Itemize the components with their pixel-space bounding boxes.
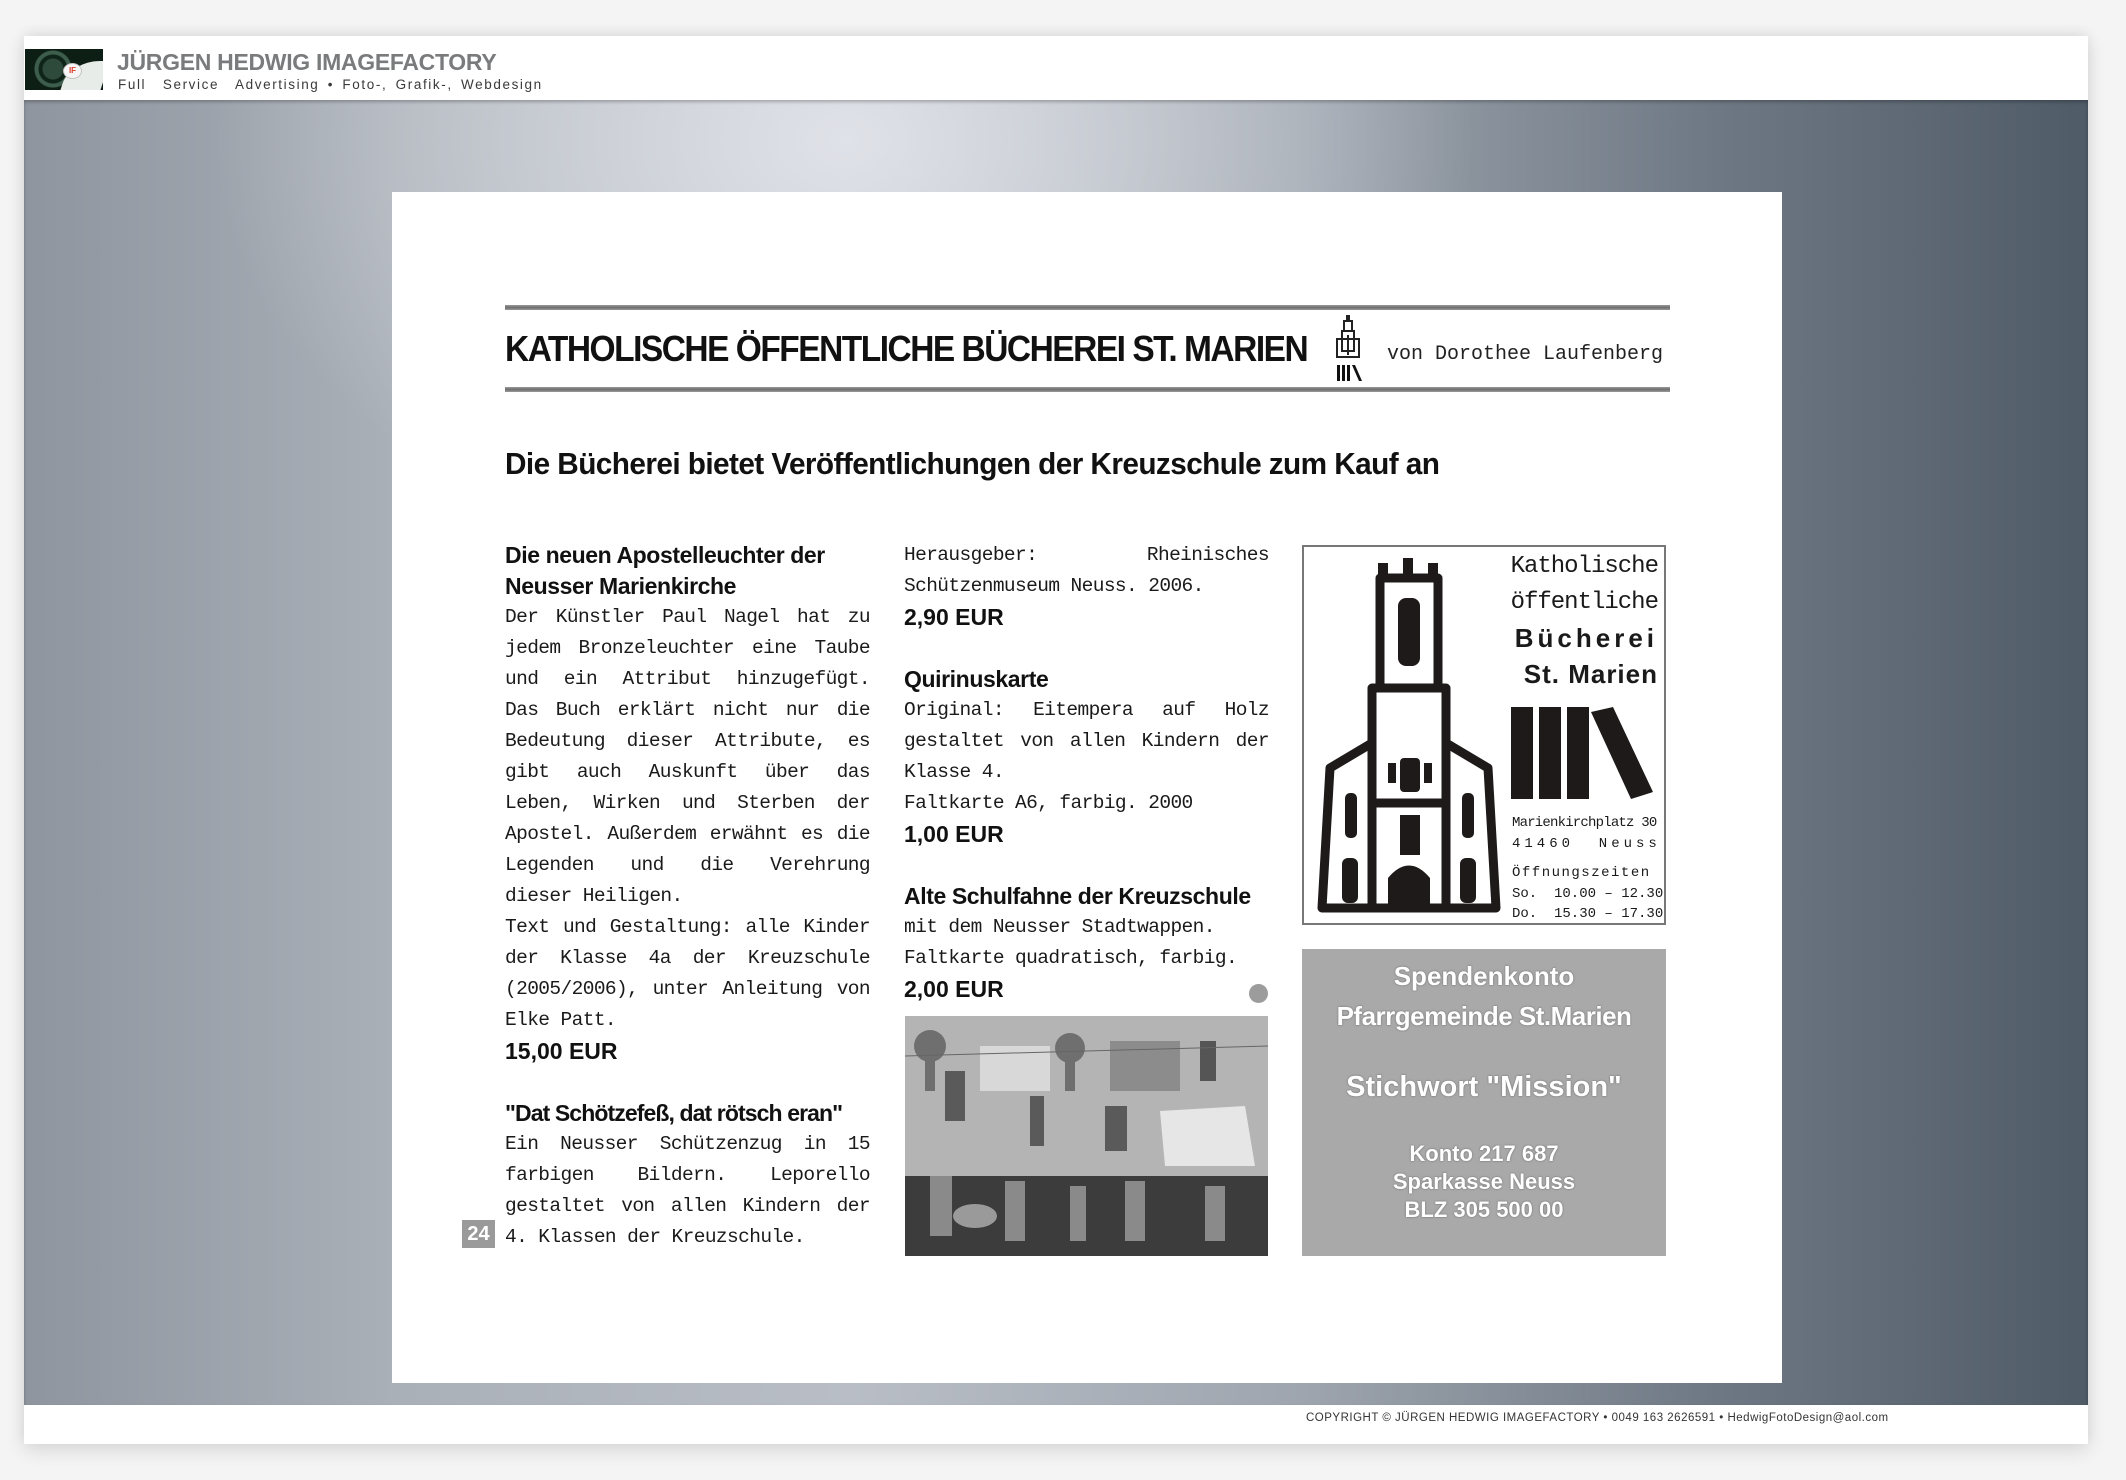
donation-keyword: Stichwort "Mission" [1346,1071,1622,1103]
library-logo-line-2: öffentliche [1510,589,1658,616]
library-street: Marienkirchplatz 30 [1512,815,1657,831]
donation-box [1302,949,1666,1256]
gray-dot-marker [1249,984,1268,1003]
page-number-badge: 24 [462,1220,495,1248]
page-frame [24,36,2088,1444]
section-title: KATHOLISCHE ÖFFENTLICHE BÜCHEREI ST. MARIEN [505,328,1308,369]
library-logo-box [1302,545,1666,925]
site-banner [24,36,2088,100]
article-price: 2,90 EUR [904,604,1004,630]
donation-heading: Spendenkonto [1393,961,1575,991]
magazine-page [392,192,1782,1383]
church-books-mini-icon [1334,315,1364,383]
article-format: Faltkarte A6, farbig. 2000 [904,792,1193,814]
article-credits: Text und Gestaltung: alle Kinder der Klasse 4a der Kreuzschule (2005/2006), unter Anleitung von Elke Patt. [505,916,870,1031]
logo-badge: IF [63,63,82,79]
article-title: Neusser Marienkirche [505,573,737,599]
copyright-footer: COPYRIGHT © JÜRGEN HEDWIG IMAGEFACTORY • 0049 163 2626591 • HedwigFotoDesign@aol.com [1306,1412,1889,1424]
library-logo-line-4: St. Marien [1523,659,1658,689]
article-body: Original: Eitempera auf Holz gestaltet von allen Kindern der Klasse 4. [904,699,1269,783]
article-title: Alte Schulfahne der Kreuzschule [904,883,1251,909]
library-logo-line-1: Katholische [1510,553,1658,580]
article-title: Quirinuskarte [904,666,1049,692]
author-byline: von Dorothee Laufenberg [1387,343,1664,366]
article-price: 1,00 EUR [904,821,1004,847]
library-city: 41460 Neuss [1512,836,1661,852]
article-price: 15,00 EUR [505,1038,618,1064]
article-price: 2,00 EUR [904,976,1004,1002]
article-body: Der Künstler Paul Nagel hat zu jedem Bronzeleuchter eine Taube und ein Attribut hinzugefügt. Das Buch erklärt nicht nur die Bedeutung dieser Attribute, es gibt auch Auskunft über das Leben, Wirken und Sterben der Apostel. Außerdem erwähnt es die Legenden und die Verehrung dieser Heiligen. [505,606,870,907]
donation-bank: Sparkasse Neuss [1392,1169,1576,1194]
school-flag-painting [905,1016,1268,1256]
article-title: Die neuen Apostelleuchter der [505,542,825,568]
header-rule-bottom [505,387,1670,392]
brand-subtitle: Full Service Advertising • Foto-, Grafik-, Webdesign [118,77,543,92]
books-icon [1511,707,1661,807]
article-body-continued: Herausgeber: Rheinisches Schützenmuseum Neuss. 2006. [904,544,1269,597]
library-hours-sunday: So. 10.00 – 12.30 [1512,886,1664,902]
article-column-2 [904,540,1269,1005]
brand-title[interactable]: JÜRGEN HEDWIG IMAGEFACTORY [117,49,497,75]
gray-backdrop [24,100,2088,1405]
article-title: "Dat Schötzefeß, dat rötsch eran" [505,1100,843,1126]
donation-parish: Pfarrgemeinde St.Marien [1336,1001,1632,1031]
page-headline: Die Bücherei bietet Veröffentlichungen der Kreuzschule zum Kauf an [505,446,1440,481]
library-hours-label: Öffnungszeiten [1512,865,1651,881]
donation-blz: BLZ 305 500 00 [1404,1197,1564,1222]
donation-account: Konto 217 687 [1409,1141,1559,1166]
church-drawing-icon [1310,553,1510,918]
library-hours-thursday: Do. 15.30 – 17.30 [1512,906,1664,922]
article-format: Faltkarte quadratisch, farbig. [904,947,1238,969]
article-body: Ein Neusser Schützenzug in 15 farbigen Bildern. Leporello gestaltet von allen Kindern der 4. Klassen der Kreuzschule. [505,1133,870,1248]
article-column-1 [505,540,870,1253]
imagefactory-logo[interactable] [25,49,103,90]
library-logo-line-3: Bücherei [1514,623,1658,653]
header-rule-top [505,305,1670,310]
article-body: mit dem Neusser Stadtwappen. [904,916,1215,938]
